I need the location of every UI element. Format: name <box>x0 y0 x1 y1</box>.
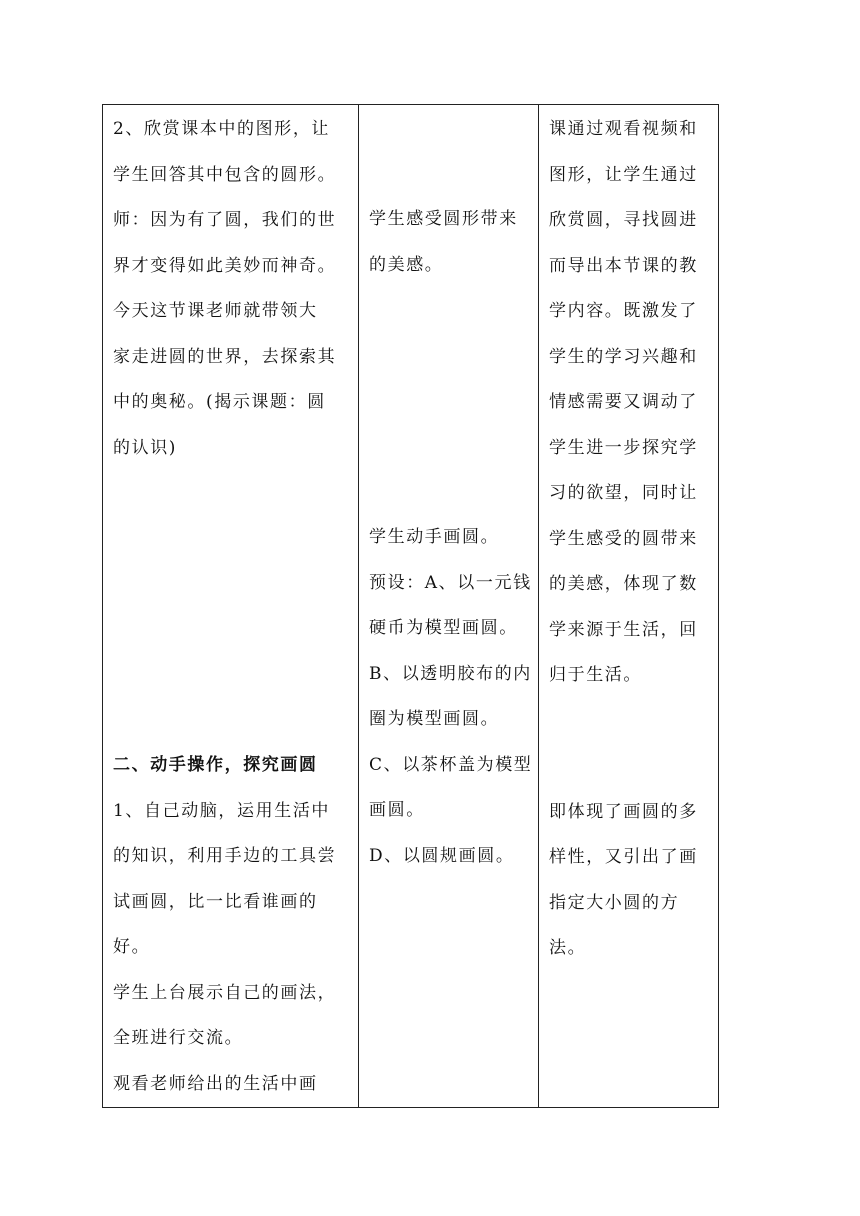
text-line: 指定大小圆的方 <box>549 892 680 913</box>
text-line: 全班进行交流。 <box>113 1028 244 1048</box>
design-intent-cell <box>539 105 719 1108</box>
text-line: 家走进圆的世界，去探索其 <box>113 346 337 367</box>
text-line: 欣赏圆，寻找圆进 <box>549 210 698 230</box>
text-line: 即体现了画圆的多 <box>549 801 698 822</box>
text-line: 习的欲望，同时让 <box>549 483 698 503</box>
text-line: 试画圆，比一比看谁画的 <box>113 891 318 912</box>
text-line: 归于生活。 <box>549 665 642 685</box>
text-line: 的认识) <box>113 437 178 458</box>
text-line: 的美感。 <box>369 254 444 275</box>
section-heading: 二、动手操作，探究画圆 <box>113 755 318 775</box>
text-line: 情感需要又调动了 <box>549 392 698 412</box>
text-line: 法。 <box>549 938 587 958</box>
text-line: 学生回答其中包含的圆形。 <box>113 164 337 185</box>
text-line: 画圆。 <box>369 800 425 820</box>
text-line: 样性，又引出了画 <box>549 847 698 867</box>
text-line: 学生的学习兴趣和 <box>549 346 698 367</box>
text-line: 观看老师给出的生活中画 <box>113 1073 318 1094</box>
text-line: 学生动手画圆。 <box>369 527 500 547</box>
text-line: 预设：A、以一元钱 <box>369 572 532 593</box>
text-line: 而导出本节课的教 <box>549 255 698 276</box>
text-line: 的知识，利用手边的工具尝 <box>113 846 337 866</box>
teaching-process-cell <box>103 105 359 1108</box>
text-line: 界才变得如此美妙而神奇。 <box>113 255 337 276</box>
text-line: 的美感，体现了数 <box>549 574 698 594</box>
text-line: 今天这节课老师就带领大 <box>113 301 318 321</box>
text-line: D、以圆规画圆。 <box>369 845 515 866</box>
table-row <box>103 105 719 1108</box>
text-line: 好。 <box>113 937 151 957</box>
text-line: 1、自己动脑，运用生活中 <box>113 800 331 821</box>
text-line: 学生感受的圆带来 <box>549 528 698 549</box>
text-line: 图形，让学生通过 <box>549 164 698 185</box>
text-line: 学内容。既激发了 <box>549 301 698 321</box>
text-line: 学生上台展示自己的画法， <box>113 982 337 1003</box>
text-line: 课通过观看视频和 <box>549 119 698 139</box>
text-line: 学生进一步探究学 <box>549 437 698 458</box>
text-line: B、以透明胶布的内 <box>369 663 532 684</box>
text-line: 中的奥秘。(揭示课题：圆 <box>113 392 326 412</box>
text-line: C、以茶杯盖为模型 <box>369 754 532 775</box>
text-line: 师：因为有了圆，我们的世 <box>113 210 337 230</box>
lesson-plan-table <box>102 104 719 1108</box>
text-line: 圈为模型画圆。 <box>369 709 500 729</box>
text-line: 2、欣赏课本中的图形，让 <box>113 119 331 139</box>
student-activity-cell <box>359 105 539 1108</box>
text-line: 学生感受圆形带来 <box>369 209 518 229</box>
text-line: 学来源于生活，回 <box>549 619 698 640</box>
text-line: 硬币为模型画圆。 <box>369 618 518 638</box>
